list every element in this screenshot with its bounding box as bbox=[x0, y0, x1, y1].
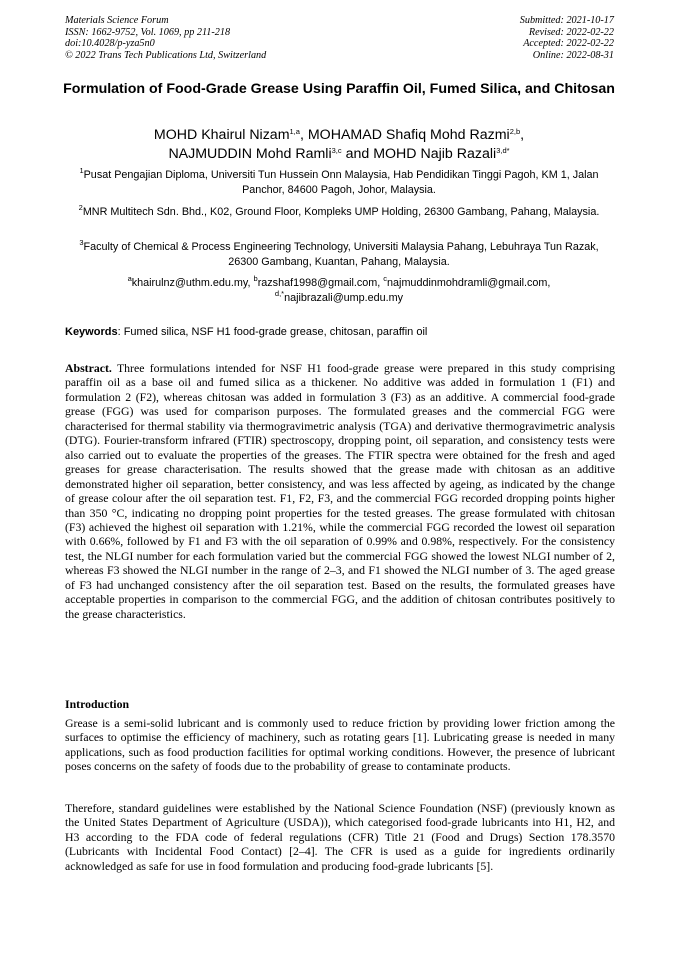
email-address[interactable]: khairulnz@uthm.edu.my, bbox=[131, 277, 254, 289]
journal-name: Materials Science Forum bbox=[65, 15, 169, 26]
email-address[interactable]: najmuddinmohdramli@gmail.com, bbox=[387, 277, 551, 289]
abstract-label: Abstract. bbox=[65, 361, 112, 375]
copyright-line: © 2022 Trans Tech Publications Ltd, Switzerland bbox=[65, 49, 267, 61]
keywords-label: Keywords bbox=[65, 326, 118, 338]
author-affiliation-sup: 2,b bbox=[509, 127, 521, 136]
author-affiliation-sup: 3,c bbox=[331, 146, 342, 155]
introduction-heading: Introduction bbox=[65, 697, 130, 711]
affiliation-number: 2 bbox=[78, 203, 83, 212]
author-name: MOHAMAD Shafiq Mohd Razmi bbox=[307, 127, 510, 143]
affiliation-text: Faculty of Chemical & Process Engineering Technology, Universiti Malaysia Pahang, Lebuhraya Tun Razak, 26300 Gambang, Kuantan, Pahang, Malaysia. bbox=[83, 241, 599, 268]
author-separator: , bbox=[520, 127, 525, 143]
author-separator: , bbox=[299, 127, 308, 143]
submitted-date: Submitted: 2021-10-17 bbox=[519, 15, 614, 26]
email-sup: b bbox=[253, 274, 258, 283]
author-affiliation-sup: 1,a bbox=[289, 127, 300, 136]
author-separator: and bbox=[341, 146, 374, 162]
author-list bbox=[60, 126, 618, 164]
affiliation-number: 1 bbox=[79, 166, 84, 175]
journal-info bbox=[65, 15, 266, 61]
introduction-paragraph-1: Grease is a semi-solid lubricant and is commonly used to reduce friction by providing lower friction among the surfaces to optimise the efficiency of machinery, such as rotating gears [1]. Lubricating grease is needed in many applications, such as food production facilities for optimal working conditions. However, the presence of lubricant poses concerns on the safety of foods due to the probability of grease to contaminate products. bbox=[65, 716, 615, 774]
affiliation-number: 3 bbox=[79, 238, 84, 247]
affiliation-3 bbox=[64, 240, 614, 269]
email-sup: c bbox=[383, 274, 388, 283]
affiliation-text: MNR Multitech Sdn. Bhd., K02, Ground Floor, Kompleks UMP Holding, 26300 Gambang, Pahang, Malaysia. bbox=[82, 206, 600, 218]
email-sup: a bbox=[127, 274, 132, 283]
author-name: MOHD Najib Razali bbox=[373, 146, 497, 162]
publication-dates bbox=[520, 15, 614, 61]
accepted-date: Accepted: 2022-02-22 bbox=[523, 38, 614, 50]
keywords bbox=[65, 325, 615, 339]
abstract-text: Three formulations intended for NSF H1 food-grade grease were prepared in this study comprising paraffin oil as a base oil and fumed silica as a thickener. No additive was added in formulation 1 (F1) and formulation 2 (F2), whereas chitosan was added in formulation 3 (F3) as an additive. A commercial food-grade grease (FGG) was used for comparison purposes. The formulated greases and the commercial FGG were characterised for thermal stability via thermogravimetric analysis (TGA) and derivative thermogravimetric analysis (DTG). Fourier-transform infrared (FTIR) spectroscopy, dropping point, oil separation, and consistency tests were also carried out to evaluate the properties of the greases. The FTIR spectra were obtained for the fresh and aged greases for grease characterisation. The results showed that the grease made with chitosan as an additive demonstrated higher oil separation, better consistency, and was less affected by ageing, as indicated by the change of grease colour after the oil separation test. F1, F2, F3, and the commercial FGG recorded dropping points higher than 350 °C, indicating no dropping point properties for the tested greases. The grease formulated with chitosan (F3) achieved the highest oil separation with 1.21%, while the commercial FGG recorded the lowest oil separation with 0.66%, followed by F1 and F3 with the oil separation of 0.99% and 0.98%, respectively. For the consistency test, the NLGI number for each formulation varied but the commercial FGG showed the lowest NLGI number of 2, whereas F3 showed the NLGI number in the range of 2–3, and F1 showed the NLGI number of 3. The aged grease of F3 had unchanged consistency after the oil separation test. Based on the results, the formulated greases have acceptable properties in comparison to the commercial FGG, and the addition of chitosan contributes positively to the grease characteristics. bbox=[65, 361, 615, 621]
author-name: NAJMUDDIN Mohd Ramli bbox=[168, 146, 332, 162]
doi-line: doi:10.4028/p-yza5n0 bbox=[65, 38, 155, 50]
issn-line: ISSN: 1662-9752, Vol. 1069, pp 211-218 bbox=[65, 26, 231, 38]
keywords-text: : Fumed silica, NSF H1 food-grade grease, chitosan, paraffin oil bbox=[117, 326, 428, 338]
author-affiliation-sup: 3,d* bbox=[496, 146, 510, 155]
affiliation-1 bbox=[64, 168, 614, 197]
paper-title: Formulation of Food-Grade Grease Using Paraffin Oil, Fumed Silica, and Chitosan bbox=[63, 81, 615, 97]
email-address[interactable]: najibrazali@ump.edu.my bbox=[284, 291, 404, 304]
affiliation-2 bbox=[64, 205, 614, 220]
email-sup: d,* bbox=[274, 288, 285, 298]
revised-date: Revised: 2022-02-22 bbox=[528, 26, 614, 38]
introduction-paragraph-2: Therefore, standard guidelines were established by the National Science Foundation (NSF) (previously known as the United States Department of Agriculture (USDA)), which categorised food-grade lubricants into H1, H2, and H3 according to the FDA code of federal regulations (CFR) Title 21 (Food and Drugs) Section 178.3570 (Lubricants with Incidental Food Contact) [2–4]. The CFR is used as a guide for ingredients ordinarily acknowledged as safe for use in food formulation and producing food-grade lubricants [5]. bbox=[65, 801, 615, 873]
author-name: MOHD Khairul Nizam bbox=[153, 127, 290, 143]
affiliation-text: Pusat Pengajian Diploma, Universiti Tun Hussein Onn Malaysia, Hab Pendidikan Tinggi Pagoh, KM 1, Jalan Panchor, 84600 Pagoh, Johor, Malaysia. bbox=[83, 169, 599, 196]
online-date: Online: 2022-08-31 bbox=[532, 49, 614, 61]
abstract bbox=[65, 361, 615, 621]
author-emails bbox=[64, 276, 614, 305]
email-address[interactable]: razshaf1998@gmail.com, bbox=[257, 277, 384, 289]
